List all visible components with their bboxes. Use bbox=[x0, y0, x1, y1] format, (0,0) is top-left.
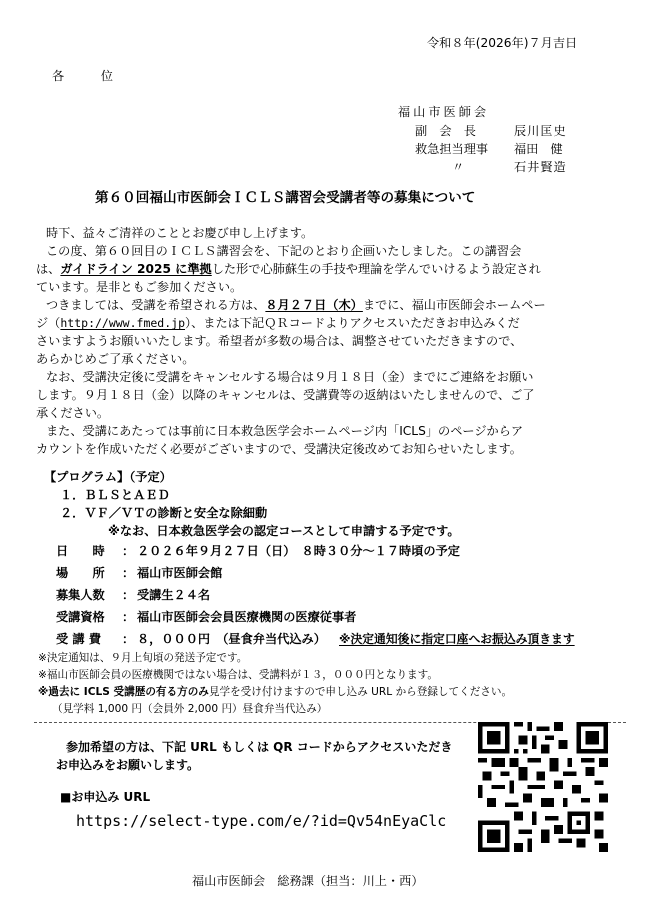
note-3-emphasis: ※過去に ICLS 受講歴の有る方のみ bbox=[38, 686, 209, 698]
date-value: ２０２６年９月２７日（日） ８時３０分～１７時頃の予定 bbox=[137, 544, 460, 558]
note-4: （見学料 1,000 円（会員外 2,000 円）昼食弁当代込み） bbox=[52, 703, 328, 715]
colon: ： bbox=[122, 588, 135, 602]
capacity-label: 募集人数 bbox=[56, 588, 105, 602]
program-note: ※なお、日本救急医学会の認定コースとして申請する予定です。 bbox=[108, 524, 460, 538]
qualification-label: 受講資格 bbox=[56, 610, 105, 624]
sender-org: 福山市医師会 bbox=[398, 105, 490, 119]
website-link[interactable]: http://www.fmed.jp bbox=[60, 316, 185, 330]
apply-url-link[interactable]: https://select-type.com/e/?id=Qv54nEyaClc bbox=[76, 812, 447, 830]
deadline-highlight: ８月２７日（木） bbox=[265, 298, 363, 312]
note-3-rest: 見学を受け付けますので申し込み URL から登録してください。 bbox=[208, 686, 513, 698]
body-line bbox=[46, 296, 546, 313]
body-line: また、受講にあたっては事前に日本救急医学会ホームページ内「ICLS」のページからア bbox=[46, 424, 524, 438]
body-segment: は、 bbox=[36, 262, 61, 276]
colon: ： bbox=[122, 566, 135, 580]
body-line: あらかじめご了承ください。 bbox=[36, 352, 195, 366]
body-segment: ジ（ bbox=[36, 316, 61, 330]
apply-text-1: 参加希望の方は、下記 URL もしくは QR コードからアクセスいただき bbox=[66, 740, 453, 754]
body-segment: した形で心肺蘇生の手技や理論を学んでいけるよう設定され bbox=[211, 262, 541, 276]
colon: ： bbox=[122, 610, 135, 624]
body-line: なお、受講決定後に受講をキャンセルする場合は９月１８日（金）までにご連絡をお願い bbox=[46, 370, 534, 384]
note-1: ※決定通知は、９月上旬頃の発送予定です。 bbox=[38, 652, 248, 664]
body-segment: までに、福山市医師会ホームペー bbox=[362, 298, 546, 312]
place-label: 場 所 bbox=[56, 566, 105, 580]
sender-name-2: 福田 健 bbox=[514, 142, 563, 156]
body-segment: ）、または下記ＱＲコードよりアクセスいただきお申込みくだ bbox=[185, 316, 520, 330]
qr-code-icon[interactable] bbox=[478, 722, 608, 852]
date-label: 日 時 bbox=[56, 544, 105, 558]
sender-role-3: 〃 bbox=[452, 160, 465, 174]
fee-value: ８，０００円 （昼食弁当代込み） bbox=[137, 632, 326, 646]
body-line: 承ください。 bbox=[36, 406, 110, 420]
body-line: さいますようお願いいたします。希望者が多数の場合は、調整させていただきますので、 bbox=[36, 334, 523, 348]
program-heading: 【プログラム】（予定） bbox=[44, 470, 172, 484]
fee-label: 受 講 費 bbox=[56, 632, 102, 646]
body-line: カウントを作成いただく必要がございますので、受講決定後改めてお知らせいたします。 bbox=[36, 442, 522, 456]
colon: ： bbox=[122, 632, 135, 646]
fee-note: ※決定通知後に指定口座へお振込み頂きます bbox=[339, 632, 575, 646]
body-line: 時下、益々ご清祥のこととお慶び申し上げます。 bbox=[46, 226, 314, 240]
sender-role-1: 副 会 長 bbox=[415, 124, 476, 138]
document-title: 第６０回福山市医師会ＩＣＬＳ講習会受講者等の募集について bbox=[95, 190, 476, 206]
capacity-value: 受講生２４名 bbox=[137, 588, 211, 602]
body-segment: つきましては、受講を希望される方は、 bbox=[46, 298, 266, 312]
apply-text-2: お申込みをお願いします。 bbox=[56, 758, 200, 772]
sender-name-3: 石井賢造 bbox=[514, 160, 567, 174]
guideline-highlight: ガイドライン 2025 に準拠 bbox=[60, 262, 212, 276]
body-line bbox=[36, 314, 520, 331]
apply-url-label: ■お申込み URL bbox=[60, 790, 151, 804]
sender-name-1: 辰川匡史 bbox=[514, 124, 567, 138]
body-line bbox=[36, 260, 541, 277]
note-2: ※福山市医師会員の医療機関ではない場合は、受講料が１３，０００円となります。 bbox=[38, 669, 438, 681]
issue-date: 令和８年(2026年)７月吉日 bbox=[427, 36, 578, 50]
program-item-1: １．ＢＬＳとＡＥＤ bbox=[60, 488, 170, 502]
qualification-value: 福山市医師会会員医療機関の医療従事者 bbox=[137, 610, 357, 624]
body-line: します。９月１８日（金）以降のキャンセルは、受講費等の返納はいたしませんので、ご了 bbox=[36, 388, 535, 402]
body-line: ています。是非ともご参加ください。 bbox=[36, 280, 243, 294]
colon: ： bbox=[122, 544, 135, 558]
body-line: この度、第６０回目のＩＣＬＳ講習会を、下記のとおり企画いたしました。この講習会 bbox=[46, 244, 522, 258]
footer-contact: 福山市医師会 総務課（担当：川上・西） bbox=[192, 874, 424, 888]
sender-role-2: 救急担当理事 bbox=[415, 142, 489, 156]
program-item-2: ２．ＶＦ／ＶＴの診断と安全な除細動 bbox=[60, 506, 268, 520]
place-value: 福山市医師会館 bbox=[137, 566, 223, 580]
note-3 bbox=[38, 684, 512, 699]
addressee: 各 位 bbox=[52, 69, 113, 83]
